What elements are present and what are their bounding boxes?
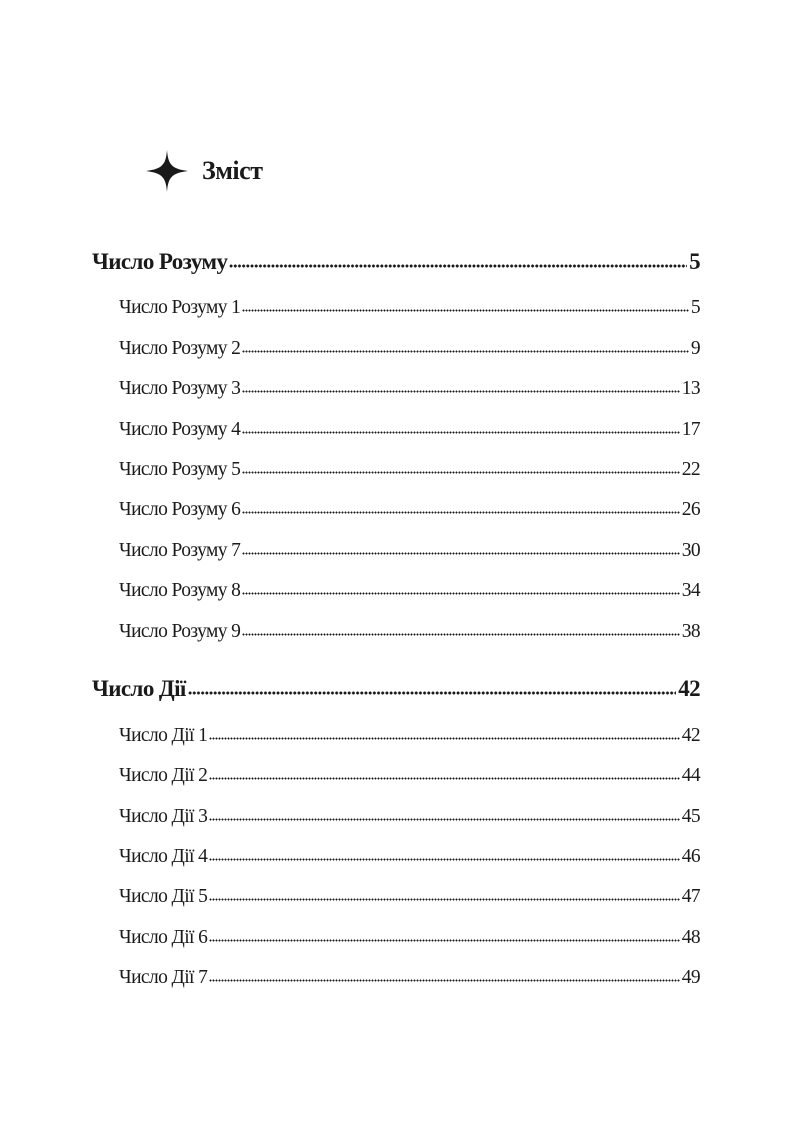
dot-leader (242, 309, 689, 313)
toc-page-number: 49 (681, 967, 700, 988)
dot-leader (242, 511, 679, 515)
dot-leader (242, 552, 679, 556)
toc-entry-row[interactable] (119, 967, 700, 989)
toc-page-number: 30 (681, 540, 700, 561)
dot-leader (209, 737, 679, 741)
toc-entry-row[interactable] (119, 886, 700, 908)
toc-page-number: 26 (681, 499, 700, 520)
toc-entry-label: Число Розуму 8 (119, 580, 241, 601)
toc-entry-label: Число Дії 4 (119, 846, 208, 867)
toc-entry-label: Число Дії 6 (119, 927, 208, 948)
toc-page-number: 45 (681, 806, 700, 827)
toc-section-title: Число Дії (92, 676, 186, 701)
toc-page-number: 5 (689, 249, 700, 274)
toc-page-number: 34 (681, 580, 700, 601)
toc-page-number: 5 (690, 297, 700, 318)
toc-page-number: 47 (681, 886, 700, 907)
toc-entry-label: Число Розуму 3 (119, 378, 241, 399)
toc-page-number: 17 (681, 419, 700, 440)
dot-leader (242, 350, 689, 354)
toc-entry-label: Число Розуму 4 (119, 419, 241, 440)
dot-leader (242, 592, 679, 596)
toc-entry-label: Число Дії 2 (119, 765, 208, 786)
toc-page-number: 9 (690, 338, 700, 359)
toc-entry-label: Число Дії 7 (119, 967, 208, 988)
toc-entry-row[interactable] (119, 378, 700, 400)
dot-leader (242, 471, 679, 475)
dot-leader (209, 979, 679, 983)
toc-entry-row[interactable] (119, 499, 700, 521)
page-title: Зміст (202, 156, 263, 185)
toc-entry-label: Число Розуму 6 (119, 499, 241, 520)
toc-entry-row[interactable] (119, 846, 700, 868)
dot-leader (229, 264, 687, 269)
toc-entry-label: Число Розуму 5 (119, 459, 241, 480)
dot-leader (209, 858, 679, 862)
toc-page-number: 44 (681, 765, 700, 786)
toc-page-number: 42 (681, 725, 700, 746)
toc-heading (146, 150, 262, 192)
toc-page-number: 42 (678, 676, 700, 701)
dot-leader (242, 431, 679, 435)
toc-entry-row[interactable] (119, 725, 700, 747)
four-point-star-icon (146, 150, 188, 192)
toc-page-number: 13 (681, 378, 700, 399)
toc-section-row[interactable] (92, 676, 700, 702)
dot-leader (188, 691, 676, 696)
dot-leader (242, 633, 679, 637)
toc-section-row[interactable] (92, 249, 700, 275)
toc-page-number: 48 (681, 927, 700, 948)
toc-entry-row[interactable] (119, 459, 700, 481)
toc-entry-label: Число Розуму 9 (119, 621, 241, 642)
toc-section-title: Число Розуму (92, 249, 228, 274)
toc-entry-label: Число Розуму 7 (119, 540, 241, 561)
dot-leader (209, 818, 679, 822)
toc-page-number: 46 (681, 846, 700, 867)
toc-entry-label: Число Розуму 2 (119, 338, 241, 359)
toc-entry-row[interactable] (119, 540, 700, 562)
dot-leader (209, 939, 679, 943)
toc-entry-label: Число Розуму 1 (119, 297, 241, 318)
toc-entry-row[interactable] (119, 338, 700, 360)
toc-page-number: 38 (681, 621, 700, 642)
toc-entry-row[interactable] (119, 806, 700, 828)
dot-leader (209, 898, 679, 902)
dot-leader (209, 777, 679, 781)
toc-page-number: 22 (681, 459, 700, 480)
toc-entry-label: Число Дії 3 (119, 806, 208, 827)
dot-leader (242, 390, 679, 394)
toc-entry-row[interactable] (119, 419, 700, 441)
toc-entry-label: Число Дії 5 (119, 886, 208, 907)
toc-entry-label: Число Дії 1 (119, 725, 208, 746)
toc-entry-row[interactable] (119, 621, 700, 643)
toc-entry-row[interactable] (119, 927, 700, 949)
toc-entry-row[interactable] (119, 580, 700, 602)
toc-entry-row[interactable] (119, 765, 700, 787)
toc-entry-row[interactable] (119, 297, 700, 319)
